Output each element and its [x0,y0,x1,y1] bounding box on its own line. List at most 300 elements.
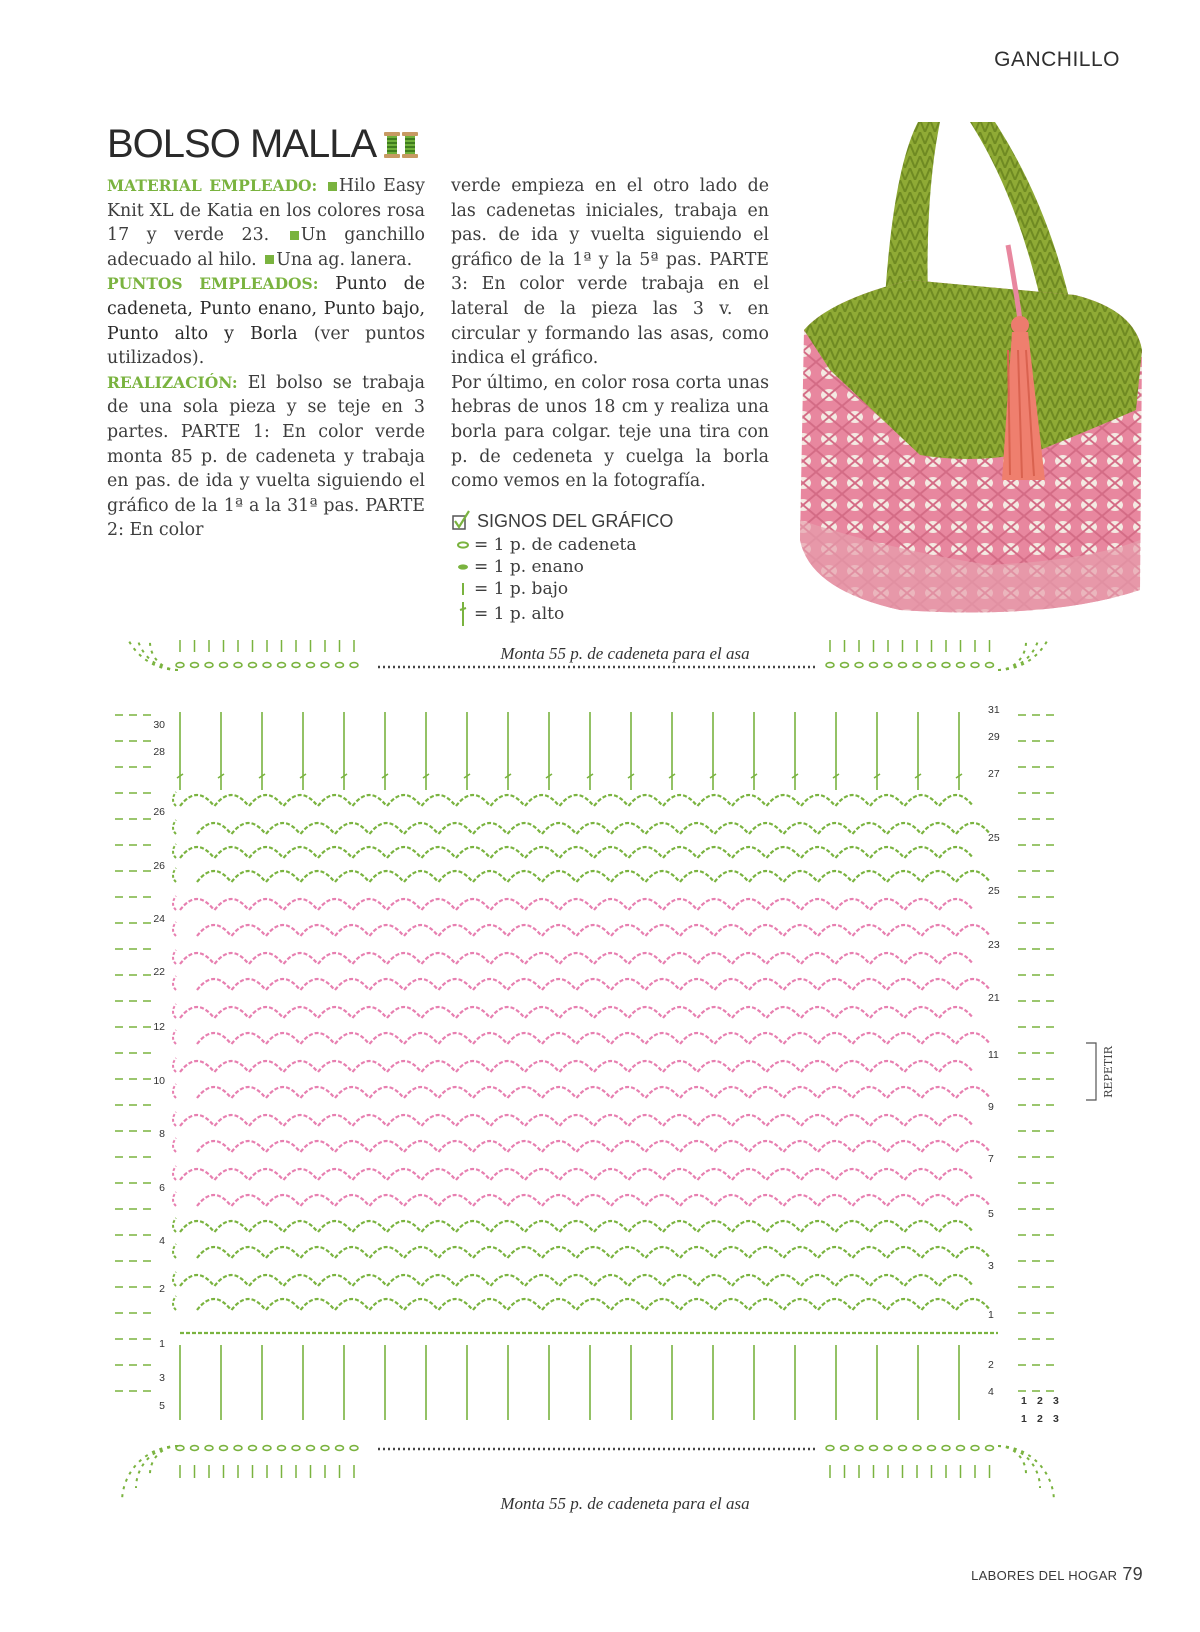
chain-arc [629,847,663,858]
row-number-left: 5 [159,1400,165,1412]
crochet-mesh-bag-photo [790,120,1190,630]
chain-stitch [336,663,344,668]
chain-arc [180,1221,214,1232]
chain-arc [594,953,628,964]
chain-arc [508,823,542,834]
chain-stitch [826,663,834,668]
chain-arc [801,1169,835,1180]
top-handle-caption: Monta 55 p. de cadeneta para el asa [500,644,750,663]
chain-arc [422,795,456,806]
chain-arc [853,979,887,990]
chain-arc [387,795,421,806]
chain-arc [663,1221,697,1232]
chain-arc [818,1033,852,1044]
chain-arc [577,1033,611,1044]
chain-arc [749,1299,783,1310]
chain-arc [939,1221,973,1232]
chain-arc [853,1141,887,1152]
chain-arc [801,899,835,910]
chain-arc [646,1247,680,1258]
chain-arc [784,925,818,936]
chain-arc [180,1275,214,1286]
chain-arc [249,953,283,964]
chain-stitch [249,663,257,668]
chain-arc [508,1299,542,1310]
page-number: 79 [1122,1564,1143,1584]
chain-arc [749,1141,783,1152]
chain-arc [387,1061,421,1072]
chain-arc [335,823,369,834]
chain-arc [698,1221,732,1232]
chain-arc [215,1007,249,1018]
chain-stitch [249,1446,257,1451]
chain-arc [508,1195,542,1206]
material-label: MATERIAL EMPLEADO: [107,176,318,195]
chain-arc [663,1115,697,1126]
chain-arc [870,1275,904,1286]
chain-arc [956,871,990,882]
chain-arc [508,979,542,990]
chain-arc [266,1195,300,1206]
chain-arc [956,1087,990,1098]
row-number-right: 25 [988,832,1000,844]
chain-arc [698,1007,732,1018]
row-number-left: 28 [153,746,165,758]
chain-arc [456,1221,490,1232]
chain-arc [456,1115,490,1126]
chain-arc [767,899,801,910]
chain-arc [542,823,576,834]
chain-arc [491,1007,525,1018]
chain-arc [439,1033,473,1044]
chain-stitch [350,663,358,668]
chain-arc [836,1061,870,1072]
chain-stitch [899,1446,907,1451]
chain-arc [870,1169,904,1180]
chain-arc [853,1195,887,1206]
round-number: 2 [1037,1395,1043,1407]
chain-arc [956,1033,990,1044]
chain-arc [318,1169,352,1180]
chain-arc [370,1299,404,1310]
chain-stitch [913,1446,921,1451]
chain-arc [525,847,559,858]
turning-chain [173,1166,176,1180]
material-text-1: Hilo Easy Knit XL de Katia en los colores rosa 17 y verde 23. [107,176,425,246]
chain-arc [404,1247,438,1258]
chain-arc [629,1221,663,1232]
chain-arc [905,795,939,806]
chain-arc [508,1141,542,1152]
chain-arc [594,1221,628,1232]
row-number-left: 8 [159,1128,165,1140]
chain-arc [939,953,973,964]
chain-arc [560,1275,594,1286]
chain-arc [715,1141,749,1152]
chain-arc [370,1033,404,1044]
chain-arc [663,847,697,858]
realizacion-text: El bolso se trabaja de una sola pieza y se teje en 3 partes. PARTE 1: En color verde monta 85 p. de cadeneta y trabaja en pas. de ida y vuelta siguiendo el gráfico de la 1ª a la 31ª pas. PARTE 2: En color [107,372,426,541]
chain-arc [611,871,645,882]
turning-chain [173,1244,176,1258]
chain-arc [404,979,438,990]
turning-chain [173,868,176,882]
chain-arc [836,847,870,858]
chain-arc [629,1115,663,1126]
chain-arc [905,1275,939,1286]
turning-chain [173,1004,176,1018]
bottom-handle-caption: Monta 55 p. de cadeneta para el asa [500,1494,750,1513]
round-number: 3 [1053,1395,1059,1407]
chain-arc [215,795,249,806]
legend-title: SIGNOS DEL GRÁFICO [477,510,674,531]
row-number-right: 27 [988,768,1000,780]
chain-arc [629,1061,663,1072]
chain-arc [284,1061,318,1072]
chain-arc [922,1033,956,1044]
chain-arc [266,823,300,834]
chain-arc [836,899,870,910]
chain-arc [370,979,404,990]
chain-arc [284,1007,318,1018]
chain-stitch-icon [456,541,470,549]
chain-arc [422,1061,456,1072]
chain-arc [939,1275,973,1286]
corner-round [998,1446,1040,1488]
chain-arc [594,1169,628,1180]
turning-chain [173,922,176,936]
chain-stitch [971,1446,979,1451]
chain-arc [629,795,663,806]
chain-arc [732,1169,766,1180]
chain-arc [646,1299,680,1310]
chain-arc [249,795,283,806]
chain-arc [887,1299,921,1310]
chain-arc [439,823,473,834]
chain-stitch [986,663,994,668]
chain-arc [473,1299,507,1310]
chain-arc [353,1115,387,1126]
chain-arc [353,1007,387,1018]
chain-arc [353,1061,387,1072]
chain-arc [542,979,576,990]
chain-arc [491,1221,525,1232]
chain-arc [646,1141,680,1152]
chain-arc [422,953,456,964]
chain-arc [318,795,352,806]
chain-arc [422,1275,456,1286]
chain-arc [922,979,956,990]
chain-arc [387,899,421,910]
chain-arc [197,1195,231,1206]
chain-arc [577,823,611,834]
chain-arc [284,1115,318,1126]
chain-arc [887,1141,921,1152]
chain-stitch [234,663,242,668]
chain-arc [749,925,783,936]
chain-arc [956,1299,990,1310]
chain-arc [922,925,956,936]
chain-arc [508,871,542,882]
chain-arc [404,1141,438,1152]
chain-arc [215,1275,249,1286]
chain-arc [577,1247,611,1258]
chain-arc [456,795,490,806]
legend-label-double: = 1 p. alto [474,604,565,624]
chain-arc [353,953,387,964]
chain-arc [197,871,231,882]
chain-arc [611,1087,645,1098]
row-number-left: 26 [153,860,165,872]
chain-arc [836,953,870,964]
chain-arc [266,1141,300,1152]
checkbox-check-icon [452,510,472,532]
chain-arc [284,1221,318,1232]
chain-arc [801,1221,835,1232]
chain-arc [801,795,835,806]
material-text-2: Un ganchillo adecuado al hilo. [107,225,425,270]
chain-arc [698,953,732,964]
chain-arc [939,1061,973,1072]
chain-arc [284,899,318,910]
chain-arc [525,1169,559,1180]
chain-arc [232,823,266,834]
chain-stitch [957,663,965,668]
chain-arc [387,847,421,858]
chain-arc [680,1247,714,1258]
chain-arc [542,925,576,936]
magazine-name: LABORES DEL HOGAR [971,1568,1118,1583]
chain-arc [560,953,594,964]
chain-arc [525,1115,559,1126]
row-number-left: 6 [159,1182,165,1194]
chain-arc [870,899,904,910]
chain-arc [215,953,249,964]
chain-arc [404,871,438,882]
chain-arc [767,795,801,806]
chain-arc [353,899,387,910]
chain-stitch [292,1446,300,1451]
chain-arc [491,847,525,858]
chain-arc [939,1007,973,1018]
corner-round [998,1446,1026,1474]
chain-arc [939,847,973,858]
chain-arc [663,1007,697,1018]
chain-stitch [942,663,950,668]
chain-arc [853,1087,887,1098]
material-text-3: Una ag. lanera. [276,249,413,270]
chain-arc [767,1061,801,1072]
chain-arc [249,1007,283,1018]
legend-label-slip: = 1 p. enano [474,557,584,577]
chain-arc [680,1033,714,1044]
chain-arc [836,1221,870,1232]
chain-arc [232,1087,266,1098]
chain-arc [818,1195,852,1206]
chain-arc [180,899,214,910]
chain-arc [818,1087,852,1098]
chain-arc [767,1115,801,1126]
chain-arc [456,1007,490,1018]
chain-arc [284,795,318,806]
chain-arc [335,925,369,936]
crochet-chart [0,640,1200,1540]
chain-arc [870,1007,904,1018]
chain-arc [335,1033,369,1044]
turning-chain [173,976,176,990]
row-number-right: 2 [988,1359,994,1371]
chain-arc [301,823,335,834]
instructions-column-2 [451,174,769,494]
chain-arc [767,1275,801,1286]
chain-arc [284,847,318,858]
bullet-square-icon [290,231,299,240]
chain-arc [301,1141,335,1152]
chain-arc [542,1247,576,1258]
chain-arc [404,925,438,936]
chain-stitch [278,1446,286,1451]
chain-arc [611,1247,645,1258]
chain-arc [439,871,473,882]
chain-arc [249,847,283,858]
chain-arc [473,925,507,936]
chain-arc [508,1087,542,1098]
chain-stitch [191,1446,199,1451]
chain-arc [232,1247,266,1258]
chain-stitch [321,663,329,668]
chain-arc [922,871,956,882]
chain-arc [905,1061,939,1072]
row-number-right: 3 [988,1260,994,1272]
chain-arc [939,1115,973,1126]
chain-arc [594,899,628,910]
chain-stitch [234,1446,242,1451]
chain-arc [646,925,680,936]
chain-stitch [307,1446,315,1451]
chain-arc [646,1033,680,1044]
chain-arc [560,1061,594,1072]
chain-arc [404,1195,438,1206]
chain-stitch [307,663,315,668]
chain-arc [784,1087,818,1098]
chain-arc [939,1169,973,1180]
chain-stitch [855,1446,863,1451]
chain-arc [629,1007,663,1018]
chain-arc [767,1221,801,1232]
chain-arc [525,795,559,806]
chain-stitch [292,663,300,668]
chain-arc [801,953,835,964]
chain-stitch [350,1446,358,1451]
chain-arc [456,1275,490,1286]
chain-arc [232,979,266,990]
chain-arc [922,823,956,834]
chain-arc [611,925,645,936]
chain-arc [577,1195,611,1206]
chain-arc [335,1247,369,1258]
chain-stitch [957,1446,965,1451]
chain-arc [318,1275,352,1286]
chain-arc [767,847,801,858]
legend-item [452,578,673,600]
chain-arc [197,1087,231,1098]
chain-arc [387,1007,421,1018]
chain-arc [836,1169,870,1180]
chain-arc [215,1169,249,1180]
chain-arc [594,795,628,806]
corner-round [998,640,1040,670]
corner-round [150,642,178,670]
chain-arc [508,1247,542,1258]
chain-arc [646,823,680,834]
chain-stitch [205,1446,213,1451]
chain-arc [922,1141,956,1152]
chain-arc [784,1299,818,1310]
chain-arc [370,1195,404,1206]
chain-arc [680,979,714,990]
chain-arc [663,899,697,910]
turning-chain [173,1218,176,1232]
chain-arc [784,823,818,834]
chain-arc [439,1195,473,1206]
chain-arc [370,871,404,882]
chain-arc [318,953,352,964]
chain-arc [853,1247,887,1258]
chain-arc [473,871,507,882]
chain-arc [956,1141,990,1152]
chain-arc [905,1115,939,1126]
section-label: GANCHILLO [994,48,1120,71]
chain-stitch [884,663,892,668]
puntos-text: Punto de cadeneta, Punto enano, Punto bajo, Punto alto y Borla [107,274,425,344]
chain-arc [611,1033,645,1044]
chain-arc [180,953,214,964]
chain-arc [301,871,335,882]
turning-chain [173,950,176,964]
chain-arc [404,1299,438,1310]
chain-arc [715,1195,749,1206]
chain-arc [318,1061,352,1072]
chain-arc [284,953,318,964]
round-number: 1 [1021,1395,1027,1407]
chain-arc [784,1033,818,1044]
puntos-label: PUNTOS EMPLEADOS: [107,274,319,294]
single-crochet-icon [460,582,466,596]
turning-chain [173,1192,176,1206]
chain-arc [698,847,732,858]
chain-arc [905,1169,939,1180]
chain-arc [836,795,870,806]
chain-arc [353,795,387,806]
chain-arc [180,795,214,806]
chain-arc [698,1169,732,1180]
chain-arc [542,1195,576,1206]
chain-arc [887,1247,921,1258]
legend-item [452,534,673,556]
chain-arc [422,899,456,910]
chain-arc [387,953,421,964]
chain-arc [318,899,352,910]
chain-arc [232,1299,266,1310]
chain-arc [836,1115,870,1126]
chain-arc [456,1169,490,1180]
chain-arc [215,1115,249,1126]
chain-arc [749,823,783,834]
row-number-right: 11 [988,1049,999,1061]
row-number-left: 4 [159,1235,165,1247]
corner-round [998,642,1026,670]
chain-arc [335,1195,369,1206]
